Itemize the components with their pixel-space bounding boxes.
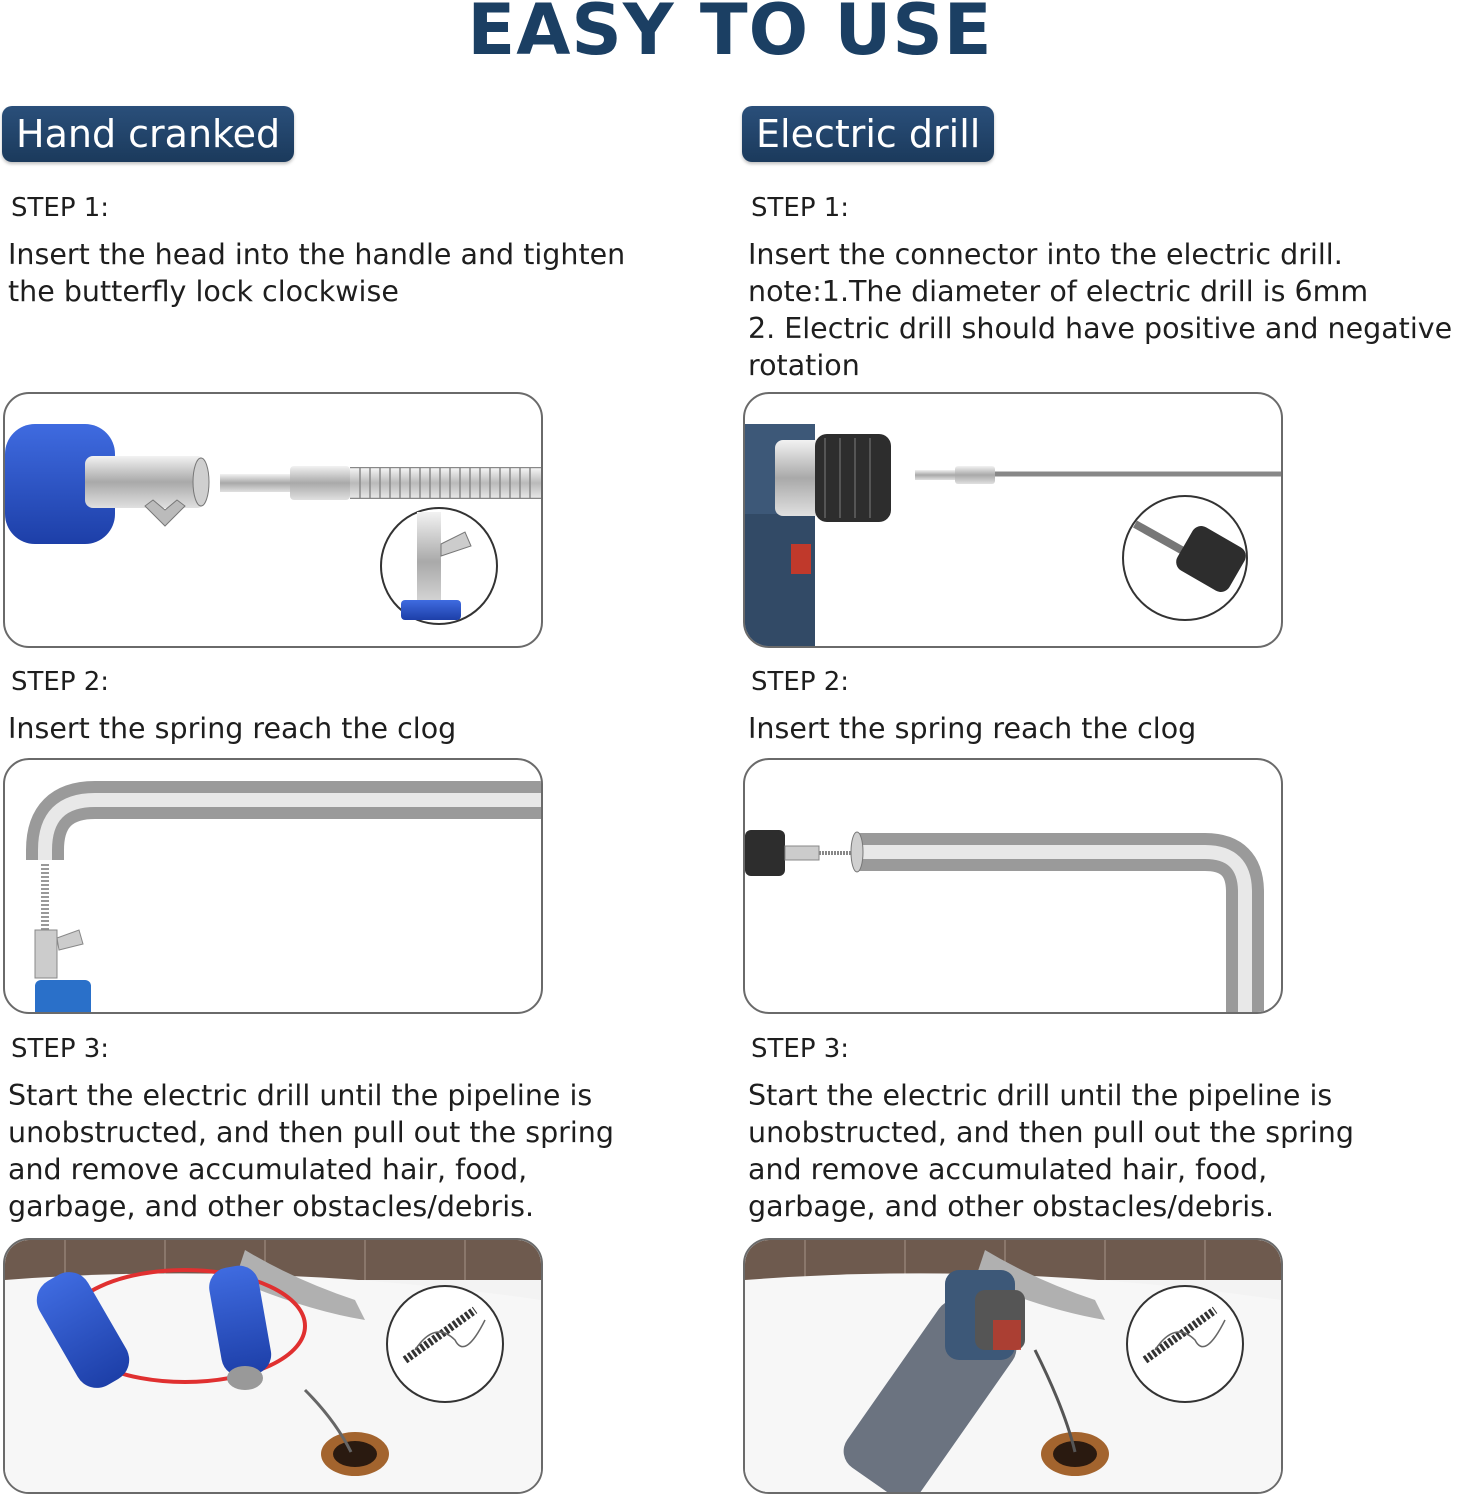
left-step2-text: Insert the spring reach the clog [8,712,457,745]
left-step3-label: STEP 3: [11,1034,110,1064]
right-step2-label: STEP 2: [751,667,850,697]
left-step2-image [3,758,543,1014]
right-step2-text: Insert the spring reach the clog [748,712,1197,745]
right-step1-image [743,392,1283,648]
left-step2-label: STEP 2: [11,667,110,697]
left-step3-image [3,1238,543,1494]
right-step2-image [743,758,1283,1014]
right-step3-label: STEP 3: [751,1034,850,1064]
left-step1-image [3,392,543,648]
right-step3-image [743,1238,1283,1494]
page-title: EASY TO USE [467,0,993,71]
right-step3-text: Start the electric drill until the pipeline is unobstructed, and then pull out the spring and remove accumulated hair, food, garbage, and other obstacles/debris. [748,1079,1354,1223]
left-step1-label: STEP 1: [11,193,110,223]
right-step1-label: STEP 1: [751,193,850,223]
hand-cranked-heading: Hand cranked [2,106,294,162]
electric-drill-heading: Electric drill [742,106,994,162]
left-step1-text: Insert the head into the handle and tighten the butterfly lock clockwise [8,238,626,308]
right-step1-text: Insert the connector into the electric drill. note:1.The diameter of electric drill is 6mm 2. Electric drill should have positive and negative rotation [748,238,1453,382]
electric-drill-column [740,0,1460,1500]
left-step3-text: Start the electric drill until the pipeline is unobstructed, and then pull out the spring and remove accumulated hair, food, garbage, and other obstacles/debris. [8,1079,614,1223]
